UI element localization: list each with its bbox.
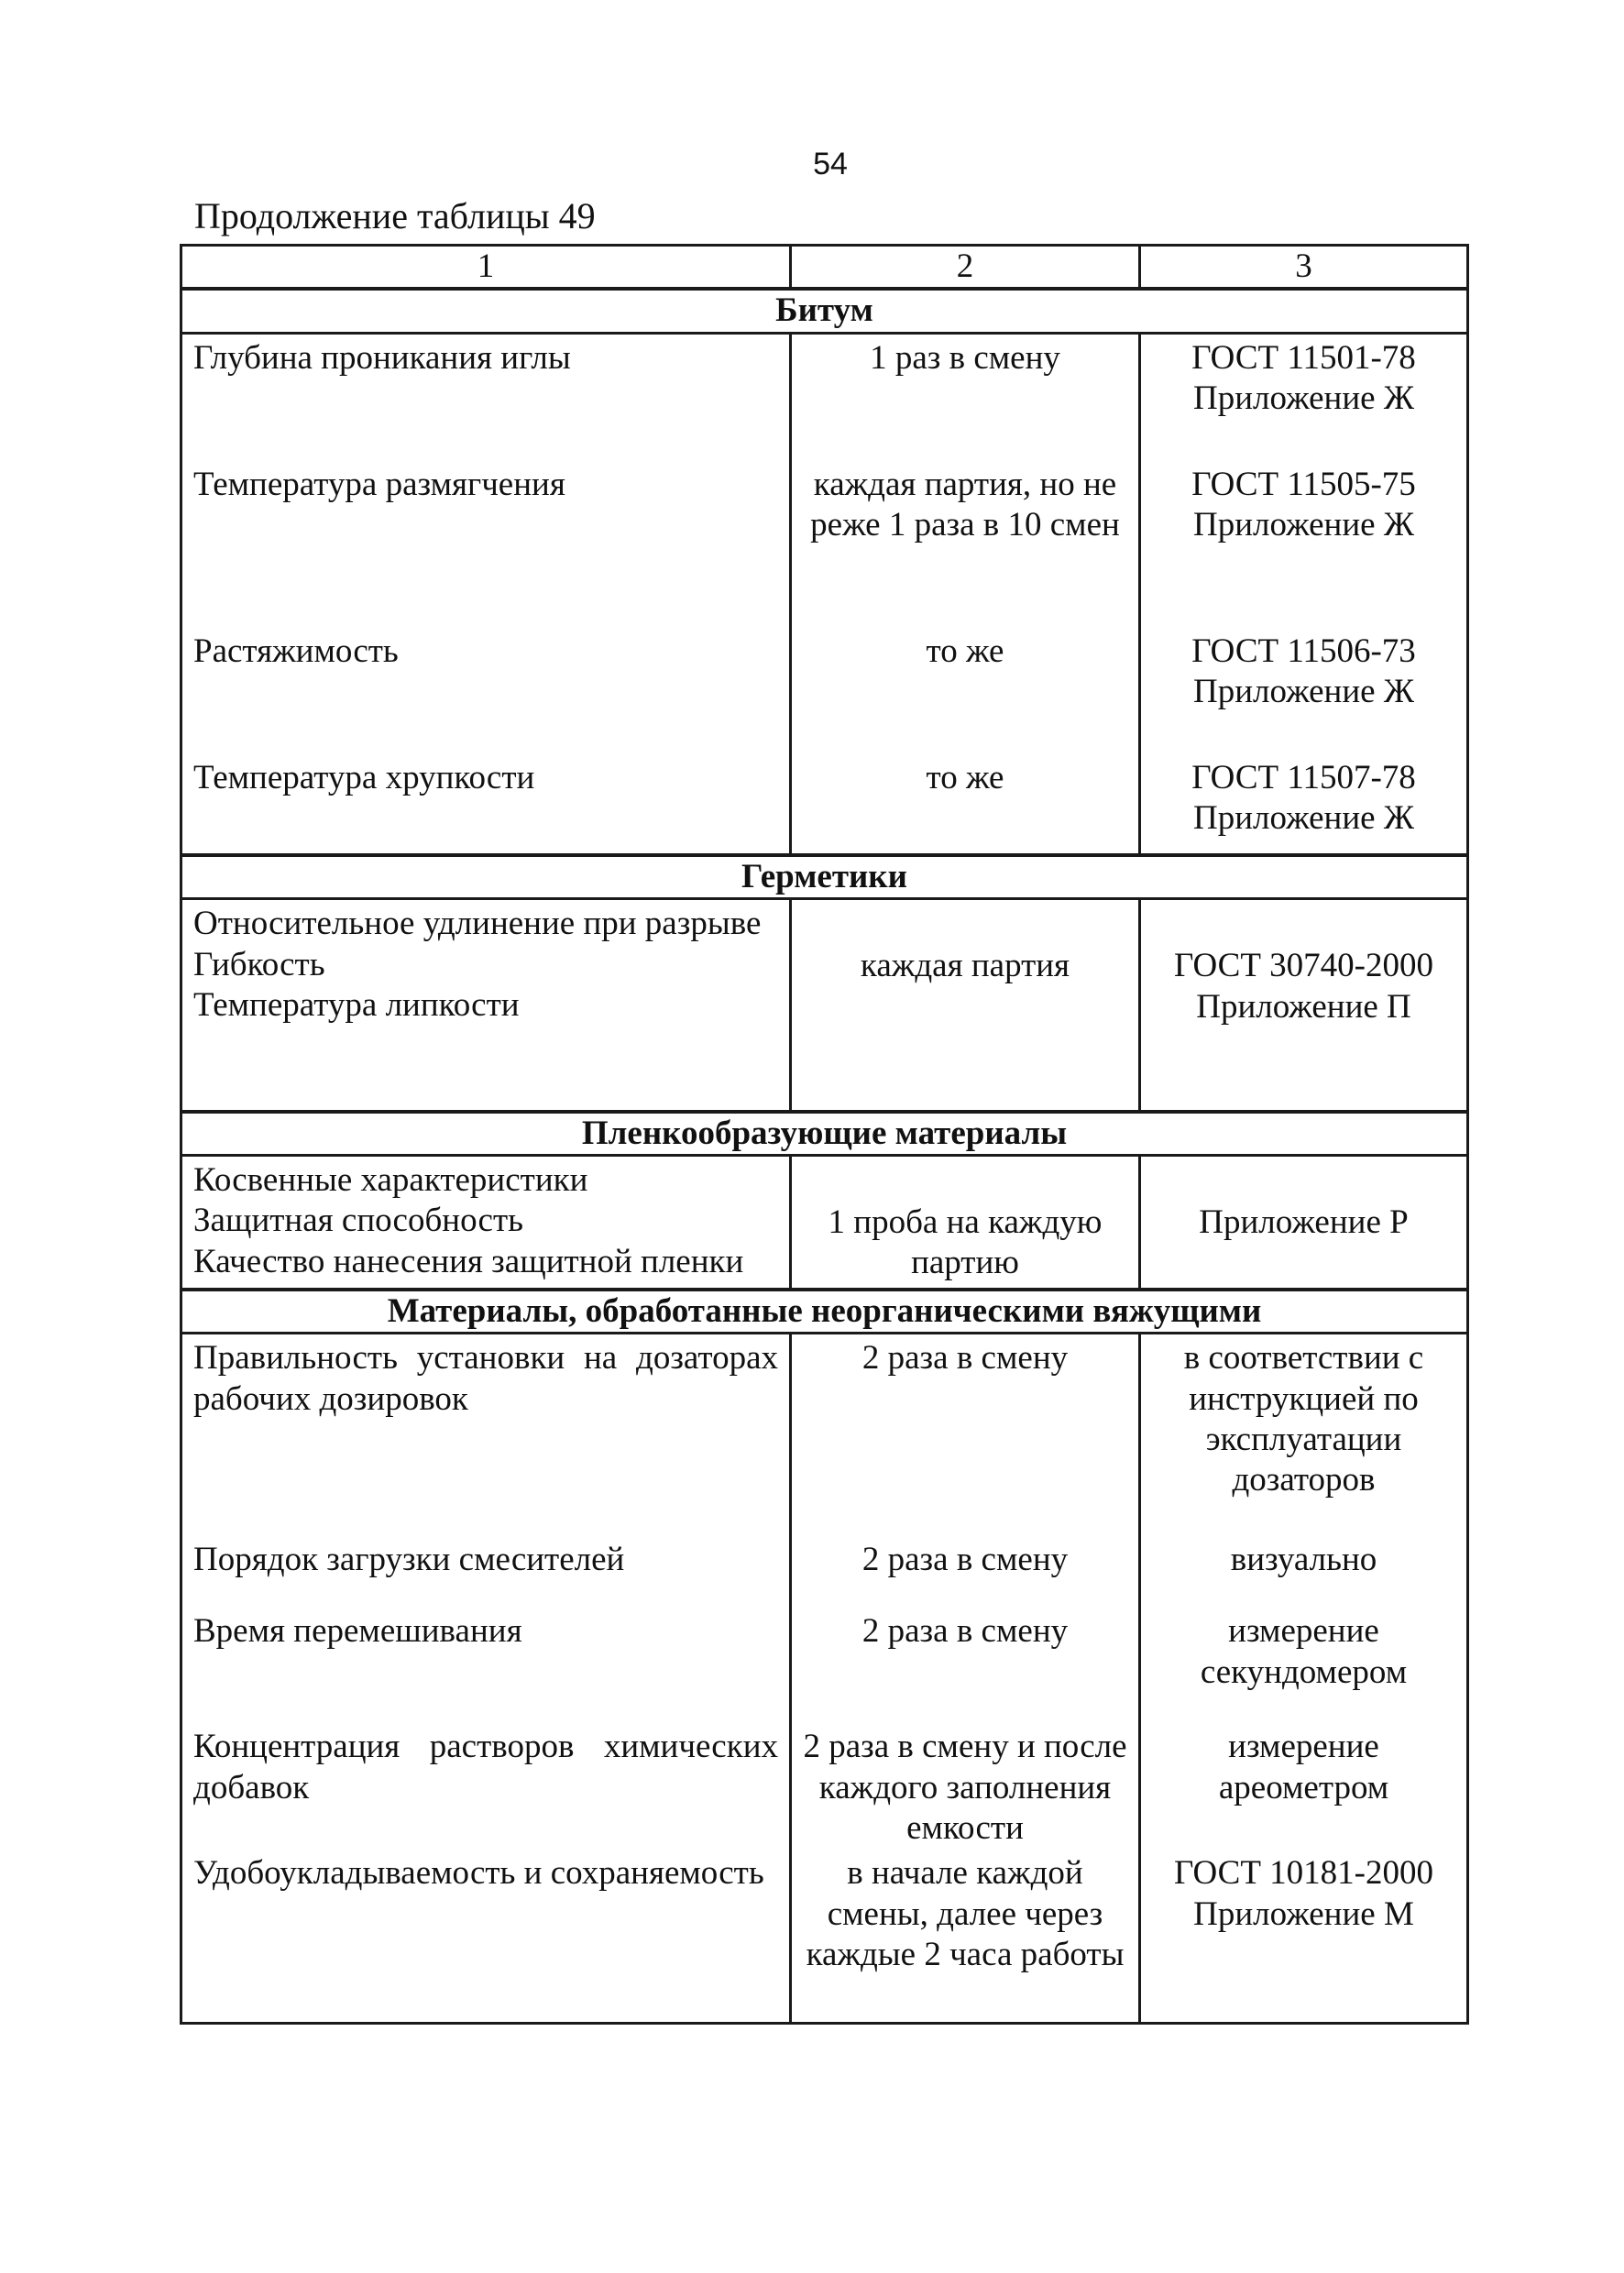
page-number: 54: [813, 147, 848, 181]
param-text: Температура размягчения: [193, 465, 565, 503]
frequency-text: каждая партия, но не реже 1 раза в 10 смен: [810, 465, 1120, 544]
param-text: Косвенные характеристики: [193, 1161, 588, 1200]
frequency-text: 1 раз в смену: [870, 338, 1060, 377]
param-text: Глубина проникания иглы: [193, 338, 571, 377]
method-text: визуально: [1230, 1541, 1377, 1579]
param-text: Растяжимость: [193, 631, 399, 670]
frequency-text: 1 проба на каждую партию: [828, 1203, 1103, 1282]
param-text: Правильность установки на дозаторах рабочих дозировок: [193, 1339, 778, 1418]
section-title: Материалы, обработанные неорганическими вяжущими: [181, 1290, 1468, 1334]
method-text: измерение секундомером: [1200, 1612, 1408, 1691]
param-text: Удобоукладываемость и сохраняемость: [193, 1854, 764, 1893]
frequency-text: 2 раза в смену: [861, 1612, 1069, 1651]
section-header-bitum: [181, 289, 1468, 333]
method-text: ГОСТ 11507-78 Приложение Ж: [1191, 758, 1416, 838]
frequency-text: то же: [926, 631, 1004, 670]
section-title: Герметики: [181, 855, 1468, 899]
table-caption: Продолжение таблицы 49: [194, 195, 596, 236]
method-text: ГОСТ 11505-75 Приложение Ж: [1191, 465, 1416, 544]
param-text: Гибкость: [193, 945, 325, 983]
table-row: [181, 333, 1468, 855]
param-text: Порядок загрузки смесителей: [193, 1541, 625, 1579]
param-text: Относительное удлинение при разрыве: [193, 905, 762, 943]
param-text: Температура липкости: [193, 985, 520, 1024]
param-text: Температура хрупкости: [193, 758, 535, 796]
section-header-germetiki: [181, 855, 1468, 899]
column-header: 1: [181, 246, 791, 290]
method-text: в соответствии с инструкцией по эксплуатации дозаторов: [1183, 1339, 1424, 1499]
table-row: [181, 1334, 1468, 2024]
param-text: Время перемешивания: [193, 1612, 522, 1651]
section-title: Пленкообразующие материалы: [181, 1112, 1468, 1156]
method-text: Приложение Р: [1199, 1203, 1409, 1242]
frequency-text: в начале каждой смены, далее через каждые 2 часа работы: [806, 1854, 1125, 1974]
method-text: ГОСТ 30740-2000 Приложение П: [1174, 947, 1433, 1026]
column-header: 2: [791, 246, 1140, 290]
frequency-text: каждая партия: [860, 947, 1070, 985]
method-text: ГОСТ 11501-78 Приложение Ж: [1191, 338, 1416, 418]
section-header-neorg: [181, 1290, 1468, 1334]
frequency-text: 2 раза в смену и после каждого заполнения емкости: [803, 1728, 1127, 1848]
frequency-text: 2 раза в смену: [861, 1541, 1069, 1579]
method-text: ГОСТ 10181-2000 Приложение М: [1174, 1854, 1433, 1933]
param-text: Качество нанесения защитной пленки: [193, 1242, 744, 1280]
method-text: ГОСТ 11506-73 Приложение Ж: [1191, 631, 1416, 711]
method-text: измерение ареометром: [1218, 1728, 1389, 1806]
param-text: Концентрация растворов химических добавок: [193, 1728, 778, 1806]
param-text: Защитная способность: [193, 1202, 523, 1240]
section-header-plenko: [181, 1112, 1468, 1156]
table-row: [181, 899, 1468, 1112]
section-title: Битум: [181, 289, 1468, 333]
table-row: [181, 1156, 1468, 1290]
column-header-row: [181, 246, 1468, 290]
control-table: [180, 244, 1469, 2025]
column-header: 3: [1140, 246, 1468, 290]
frequency-text: 2 раза в смену: [861, 1339, 1069, 1378]
frequency-text: то же: [926, 758, 1004, 796]
